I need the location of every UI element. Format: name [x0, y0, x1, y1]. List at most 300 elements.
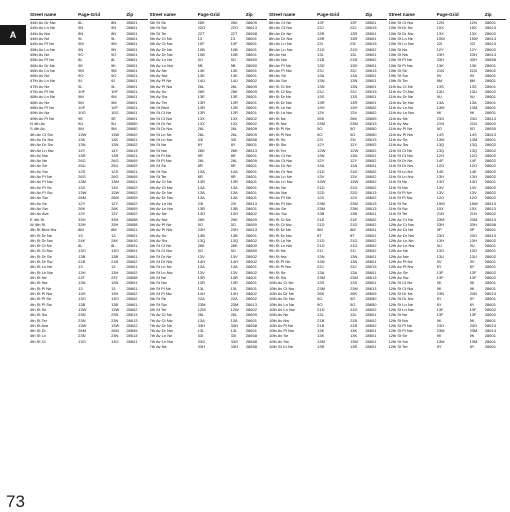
street-name: 8th St Sw	[269, 142, 287, 148]
street-name: 10th Av Ln Ne	[269, 301, 295, 307]
page-grid: 13K	[317, 328, 325, 334]
street-name: 4th Av Pl Sw	[30, 190, 53, 195]
street-name: 5th St Ne	[149, 142, 167, 148]
page-grid-alt: 8Y	[469, 296, 475, 302]
zip-code: 28601	[245, 152, 257, 158]
zip-code: 28609	[245, 126, 257, 132]
page-grid: 13W	[78, 322, 87, 328]
street-name: 8th St Pl Nw	[269, 131, 292, 137]
page-grid-alt: 8R	[230, 174, 236, 180]
street-name: 8th Av Dr Nw	[269, 35, 293, 41]
zip-code: 28613	[365, 120, 377, 126]
street-name: 12th Av Ct Nw	[388, 221, 414, 227]
page-grid: 22A	[197, 296, 205, 302]
street-name: 10th St Ct Ne	[269, 344, 294, 350]
page-grid-alt: 10G	[111, 110, 119, 116]
page-grid: 26K	[317, 290, 325, 296]
page-grid: 5O	[317, 296, 323, 302]
page-grid-alt: 21N	[469, 120, 477, 126]
zip-code: 28601	[484, 344, 496, 350]
page-grid-alt: 13R	[230, 275, 238, 280]
street-name: 4th Av Ne	[30, 158, 48, 164]
zip-code: 28602	[484, 158, 496, 164]
page-grid: 9E	[78, 115, 84, 121]
zip-code: 28602	[484, 190, 496, 195]
page-grid: 21N	[436, 120, 445, 126]
page-grid-alt: 10F	[111, 105, 118, 110]
page-grid-alt: 8N	[111, 30, 117, 36]
page-grid: 13S	[436, 83, 444, 89]
zip-code: 28601	[126, 285, 138, 291]
page-grid: 13M	[78, 179, 86, 185]
page-grid: 13R	[317, 35, 325, 41]
page-grid-alt: 9L	[111, 83, 116, 89]
street-name: 4th St Pl Se	[30, 296, 52, 302]
street-name: 4th St Nw	[30, 280, 48, 286]
page-grid-alt: 13O	[111, 296, 119, 302]
page-grid-alt: 13X	[230, 115, 238, 121]
zip-code: 28610	[126, 237, 138, 243]
zip-code: 28613	[245, 25, 257, 31]
page-grid-alt: 9V	[469, 73, 475, 79]
zip-code: 28602	[365, 322, 377, 328]
page-grid: 13R	[197, 179, 206, 185]
street-name: 12th Av Ln Ne	[388, 237, 414, 243]
zip-code: 28602	[484, 174, 496, 180]
zip-code: 28601	[126, 35, 138, 41]
street-name: 8th Av Ct Ne	[269, 20, 292, 25]
zip-code: 28613	[484, 35, 496, 41]
street-name: 11th St Nw	[388, 184, 408, 190]
zip-code: 28609	[245, 89, 257, 95]
page-grid-alt: 13S	[350, 280, 358, 286]
street-name: 7th Av Ln Ne	[149, 333, 173, 339]
street-name: 12th St Ct Nw	[388, 285, 414, 291]
page-grid: 14H	[197, 290, 206, 296]
index-row	[150, 344, 268, 349]
page-grid: 13R	[317, 99, 325, 105]
zip-code: 28602	[126, 290, 138, 296]
page-grid-alt: 26G	[111, 174, 119, 180]
page-grid: 8R	[197, 163, 203, 169]
page-grid: 23J	[317, 67, 324, 73]
zip-code: 28601	[365, 73, 377, 79]
page-number: 73	[6, 492, 25, 511]
page-grid: 23I	[197, 200, 204, 206]
index-column	[150, 10, 270, 349]
street-name: 45th Av Pl Ne	[30, 57, 55, 63]
page-grid-alt: 13L	[350, 51, 357, 57]
page-grid-alt: 12O	[469, 163, 478, 169]
section-tab: A	[0, 25, 26, 45]
street-name: 10th St Dr Nw	[388, 30, 414, 36]
street-name: 4th St Pl Ne	[30, 285, 52, 291]
page-grid: 22I	[436, 41, 443, 47]
page-grid-alt: 9E	[111, 115, 116, 121]
page-grid-alt: 13F	[469, 312, 477, 318]
page-grid: 33H	[436, 221, 445, 227]
page-grid: 10F	[197, 41, 205, 47]
street-name: 4th St Ct	[30, 338, 46, 344]
zip-code: 28601	[484, 179, 496, 185]
street-name: 4th St Se	[30, 306, 47, 312]
page-grid: 9K	[436, 333, 442, 339]
page-grid: 13B	[197, 205, 205, 211]
header-pagegrid: Page-Grid	[197, 12, 220, 17]
zip-code: 28613	[365, 67, 377, 73]
page-grid-alt: 13O	[469, 248, 478, 254]
zip-code: 28601	[126, 73, 138, 79]
street-name: 9th St Pl Ne	[269, 259, 291, 265]
page-grid: 9K	[436, 110, 442, 116]
page-grid-alt: 13K	[230, 73, 238, 79]
page-grid-alt: 13K	[111, 136, 119, 142]
street-name: 46th Av Ne	[30, 73, 50, 79]
street-name: 12th St Dr Nw	[388, 296, 414, 302]
page-grid: 26K	[197, 20, 205, 25]
page-grid: 13A	[197, 168, 205, 174]
page-grid: 13W	[317, 179, 326, 185]
street-name: 4th Av Ln Nw	[30, 147, 54, 153]
page-grid: 13A	[317, 73, 325, 79]
page-grid: 26K	[78, 205, 86, 211]
street-name: 45th Av Ln Ne	[30, 46, 56, 52]
page-grid-alt: 13F	[469, 275, 477, 280]
page-grid: 26M	[78, 328, 86, 334]
page-grid-alt: 21B	[350, 57, 358, 63]
page-grid-alt: 12N	[469, 20, 477, 25]
page-grid-alt: 33H	[230, 344, 238, 350]
page-grid-alt: 8Y	[469, 344, 475, 350]
page-grid-alt: 13X	[111, 184, 119, 190]
page-grid-alt: 15X	[469, 25, 477, 31]
street-name: 46th Av Ln Ne	[30, 67, 56, 73]
page-grid: 23N	[78, 317, 86, 323]
page-grid-alt: 5O	[230, 221, 236, 227]
page-grid: 13H	[78, 269, 86, 275]
street-name: 12th Av Ct Ne	[388, 216, 414, 222]
page-grid: 12Y	[317, 142, 325, 148]
page-grid-alt: 8Y	[469, 264, 475, 270]
zip-code: 28602	[365, 216, 377, 222]
page-grid: 8M	[78, 227, 84, 233]
zip-code: 28602	[245, 120, 257, 126]
zip-code: 28602	[245, 253, 257, 259]
page-grid-alt: 23J	[350, 89, 357, 95]
street-name: 5th Av Ter	[149, 99, 168, 105]
zip-code: 28602	[245, 115, 257, 121]
page-grid-alt: 9K	[469, 110, 475, 116]
page-grid: 13	[197, 35, 203, 41]
page-grid-alt: 23J	[350, 264, 357, 270]
zip-code: 28602	[365, 195, 377, 201]
page-grid-alt: 13M	[469, 136, 478, 142]
page-grid: 9V	[436, 73, 442, 79]
zip-code: 28602	[126, 184, 138, 190]
page-grid: 8R	[197, 152, 203, 158]
street-name: 49th Av Ne	[30, 110, 50, 116]
zip-code: 28601	[126, 248, 138, 254]
zip-code: 28601	[484, 285, 496, 291]
page-grid: 13K	[78, 136, 86, 142]
street-name: 6th Av Ct Ne	[149, 179, 172, 185]
street-name: 5th St Ter	[149, 174, 167, 180]
street-name: 48th Av Pl Ne	[30, 105, 55, 110]
zip-code: 28613	[245, 301, 257, 307]
zip-code: 28601	[484, 136, 496, 142]
page-grid-alt: 13B	[230, 232, 238, 238]
zip-code: 28609	[245, 243, 257, 249]
street-name: 5th Av Ct Ne	[149, 35, 172, 41]
zip-code: 28613	[365, 205, 377, 211]
street-name: 11th St Ln Ne	[388, 168, 413, 174]
page-grid: 33H	[197, 322, 206, 328]
zip-code: 28601	[126, 105, 138, 110]
page-grid: 13	[78, 264, 83, 270]
street-name: 11th St Se	[388, 200, 407, 206]
page-grid: 13V	[197, 253, 205, 259]
zip-code: 28650	[245, 57, 257, 63]
zip-code: 28601	[126, 99, 138, 105]
zip-code: 28601	[245, 275, 257, 280]
page-grid-alt: 23I	[350, 41, 356, 47]
page-grid: 13Q	[436, 142, 445, 148]
zip-code: 28601	[245, 99, 257, 105]
page-grid: 13H	[317, 105, 325, 110]
page-grid: 5O	[317, 126, 323, 132]
zip-code: 28601	[365, 280, 377, 286]
street-name: 10th Av Dr Nw	[269, 296, 295, 302]
page-grid-alt: 8R	[230, 163, 236, 169]
zip-code: 28602	[126, 200, 138, 206]
street-name: 44th Av Pl Ne	[30, 41, 55, 47]
page-grid-alt: 13A	[469, 99, 477, 105]
street-name: 48th Av Ne	[30, 99, 50, 105]
street-name: 12th St Pl Ne	[388, 322, 413, 328]
street-name: 8th Av Pl Nw	[269, 67, 292, 73]
zip-code: 28650	[365, 126, 377, 132]
zip-code: 28601	[484, 333, 496, 339]
street-name: 8th Av Se	[269, 73, 287, 79]
page-grid: 9V	[436, 259, 442, 265]
page-grid-alt: 8T	[350, 232, 355, 238]
zip-code: 28658	[245, 333, 257, 339]
page-grid: 13K	[197, 67, 205, 73]
page-grid-alt: 13V	[350, 174, 358, 180]
page-grid: 13L	[197, 285, 205, 291]
page-grid-alt: 9U	[469, 94, 475, 100]
street-name: 6th Av Dr Nw	[149, 195, 173, 201]
page-grid-alt: 22D	[350, 190, 358, 195]
page-grid: 12Y	[78, 200, 86, 206]
page-grid-alt: 13W	[111, 322, 120, 328]
zip-code: 28602	[365, 179, 377, 185]
header-pagegrid: Page-Grid	[78, 12, 101, 17]
zip-code: 28602	[365, 237, 377, 243]
page-grid-alt: 13A	[230, 195, 238, 201]
zip-code: 28601	[365, 35, 377, 41]
zip-code: 28613	[245, 200, 257, 206]
zip-code: 28602	[484, 184, 496, 190]
page-grid-alt: 12W	[350, 147, 359, 153]
page-grid: 21D	[317, 184, 325, 190]
street-name: 12th St Ter	[388, 344, 408, 350]
page-grid: 13D	[317, 62, 325, 68]
zip-code: 28602	[365, 46, 377, 52]
page-grid: 13X	[78, 184, 86, 190]
street-name: W 4th St	[30, 221, 46, 227]
page-grid: 12W	[197, 306, 206, 312]
street-name: 6th St Dr Nw	[149, 259, 173, 265]
page-grid-alt: 10B	[230, 46, 238, 52]
page-grid-alt: 15W	[469, 200, 478, 206]
page-grid: 22O	[197, 25, 206, 31]
page-grid: 15W	[436, 35, 445, 41]
page-grid: 13B	[197, 232, 205, 238]
zip-code: 28602	[484, 253, 496, 259]
street-name: 6th St Ter	[149, 306, 167, 312]
zip-code: 28658	[484, 221, 496, 227]
page-grid: 13S	[317, 94, 325, 100]
page-grid: 21D	[317, 306, 325, 312]
page-grid: 8N	[78, 30, 84, 36]
zip-code: 28601	[365, 99, 377, 105]
page-grid: 14Y	[78, 147, 86, 153]
zip-code: 28613	[484, 216, 496, 222]
street-name: 47th Av Pl Ne	[30, 89, 55, 95]
page-grid-alt: 23I	[230, 200, 237, 206]
page-grid: 13K	[317, 333, 325, 339]
index-row	[269, 344, 387, 349]
zip-code: 28601	[365, 328, 377, 334]
page-grid: 5O	[197, 221, 204, 227]
zip-code: 28609	[245, 158, 257, 164]
street-name: 8th Av Pl Ne	[269, 62, 291, 68]
street-name: 6th Av Ne	[149, 211, 167, 217]
page-grid-alt: 26L	[230, 158, 238, 164]
page-grid: 13F	[317, 20, 325, 25]
page-grid-alt: 5O	[350, 296, 356, 302]
page-grid-alt: 13N	[350, 78, 358, 84]
page-grid-alt: 13R	[230, 99, 238, 105]
page-grid: 13N	[78, 142, 86, 148]
zip-code: 28650	[126, 120, 138, 126]
zip-code: 28602	[126, 306, 138, 312]
page-grid: 13	[78, 232, 83, 238]
page-grid: 13R	[78, 152, 86, 158]
page-grid-alt: 13O	[111, 248, 119, 254]
page-grid-alt: 13R	[350, 99, 358, 105]
street-name: 4th Av Sw	[30, 205, 48, 211]
page-grid: 9N	[78, 25, 84, 31]
page-grid: 26L	[197, 131, 205, 137]
zip-code: 28601	[484, 62, 496, 68]
page-grid: 23T	[78, 275, 86, 280]
zip-code: 28613	[484, 25, 496, 31]
street-name: 6th Av Sw	[149, 237, 168, 243]
page-grid: 13Q	[197, 237, 206, 243]
page-grid-alt: 13M	[111, 179, 119, 185]
page-grid: 26M	[78, 195, 86, 201]
page-grid-alt: 9K	[469, 317, 475, 323]
page-grid: 10G	[78, 110, 86, 116]
zip-code: 28602	[484, 312, 496, 318]
page-grid: 15X	[436, 25, 444, 31]
page-grid-alt: 22A	[230, 296, 238, 302]
street-name: 5th St Dr Ne	[149, 120, 172, 126]
street-name: 5th St Blvd	[149, 105, 169, 110]
page-grid-alt: 13M	[469, 105, 478, 110]
street-name: 5th Av Dr Nw	[149, 51, 173, 57]
street-name: 9th St Ct Ne	[269, 216, 291, 222]
street-name: 9th Av Se	[269, 205, 287, 211]
page-grid: 5B	[197, 62, 203, 68]
page-grid-alt: 13K	[469, 62, 477, 68]
zip-code: 28602	[484, 269, 496, 275]
zip-code: 28601	[484, 248, 496, 254]
zip-code: 28601	[245, 35, 257, 41]
page-grid-alt: 21D	[350, 237, 358, 243]
zip-code: 28601	[245, 51, 257, 57]
page-grid-alt: 33H	[230, 322, 238, 328]
page-grid: 13A	[317, 269, 325, 275]
page-grid: 13F	[436, 269, 444, 275]
header-street: Street name	[149, 12, 176, 17]
street-name: 9th St Ne	[269, 248, 286, 254]
page-grid: 9L	[78, 83, 83, 89]
page-grid-alt: 22I	[469, 41, 476, 47]
page-grid-alt: 21D	[350, 243, 358, 249]
zip-code: 28601	[245, 46, 257, 52]
street-name: 11th Av Dr Ne	[388, 94, 414, 100]
page-grid-alt: 26L	[230, 312, 238, 318]
zip-code: 28601	[245, 317, 257, 323]
zip-code: 28601	[126, 179, 138, 185]
page-grid-alt: 13R	[350, 30, 358, 36]
page-grid: 13Q	[436, 147, 445, 153]
page-grid-alt: 8Y	[469, 301, 475, 307]
page-grid-alt: 13A	[230, 317, 238, 323]
column-header	[269, 10, 387, 20]
page-grid-alt: 13W	[111, 190, 120, 195]
page-grid: 23O	[436, 322, 445, 328]
page-grid: 13X	[197, 120, 205, 126]
zip-code: 28601	[126, 227, 138, 233]
page-grid: 21N	[436, 211, 445, 217]
page-grid: 10F	[78, 89, 86, 95]
zip-code: 28602	[126, 296, 138, 302]
page-grid-alt: 8L	[111, 243, 116, 249]
page-grid-alt: 33H	[111, 221, 119, 227]
column-header	[30, 10, 148, 20]
zip-code: 28613	[484, 322, 496, 328]
page-grid: 9N	[78, 46, 84, 52]
street-name: 6th St Sw	[149, 301, 167, 307]
page-grid-alt: 13N	[350, 259, 358, 265]
page-grid: 12S	[78, 168, 86, 174]
page-grid: 13A	[197, 195, 205, 201]
street-name: 12th Av Sw	[388, 275, 409, 280]
street-name: 10th St Ln Nw	[388, 41, 414, 47]
zip-code: 28602	[365, 306, 377, 312]
page-grid-alt: 13Q	[469, 147, 478, 153]
street-name: 7th Av Dr Ne	[149, 322, 173, 328]
zip-code: 28601	[365, 94, 377, 100]
street-name: 5th St Nw	[149, 147, 167, 153]
street-name: 4th St Dr Sw	[30, 259, 53, 265]
page-grid-alt: 13F	[350, 20, 357, 25]
zip-code: 28602	[365, 174, 377, 180]
